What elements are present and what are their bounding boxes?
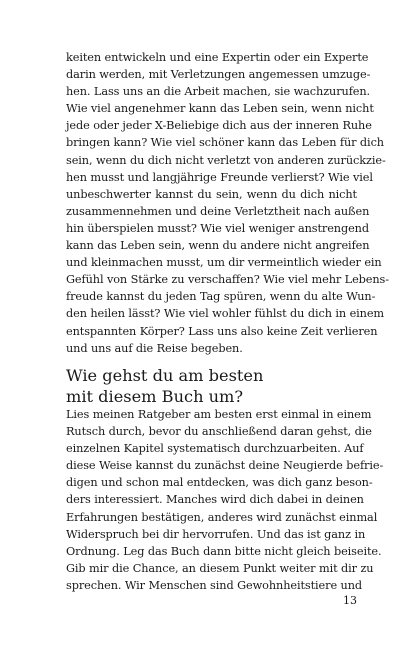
text-line: sein, wenn du dich nicht verletzt von anderen zurückzie- bbox=[66, 153, 386, 167]
heading-line: Wie gehst du am besten bbox=[66, 366, 264, 385]
section-heading bbox=[66, 366, 357, 407]
text-line: zusammennehmen und deine Verletztheit nach außen bbox=[66, 204, 370, 218]
text-line: hin überspielen musst? Wie viel weniger anstrengend bbox=[66, 221, 369, 235]
text-line: diese Weise kannst du zunächst deine Neugierde befrie- bbox=[66, 459, 384, 473]
text-line: keiten entwickeln und eine Expertin oder ein Experte bbox=[66, 51, 369, 64]
text-line: Lies meinen Ratgeber am besten erst einmal in einem bbox=[66, 408, 372, 421]
paragraph-intro bbox=[66, 49, 389, 357]
text-line: bringen kann? Wie viel schöner kann das Leben für dich bbox=[66, 136, 384, 150]
text-line: den heilen lässt? Wie viel wohler fühlst du dich in einem bbox=[66, 307, 385, 321]
text-line: Widerspruch bei dir hervorrufen. Und das ist ganz in bbox=[66, 527, 366, 541]
paragraph-guide bbox=[66, 406, 384, 594]
text-line: darin werden, mit Verletzungen angemessen umzuge- bbox=[66, 68, 371, 82]
text-line: einzelnen Kapitel systematisch durchzuarbeiten. Auf bbox=[66, 442, 364, 456]
text-line: jede oder jeder X-Beliebige dich aus der inneren Ruhe bbox=[66, 119, 372, 133]
text-line: Rutsch durch, bevor du anschließend daran gehst, die bbox=[66, 425, 372, 439]
text-line: digen und schon mal entdecken, was dich ganz beson- bbox=[66, 476, 373, 490]
text-line: hen musst und langjährige Freunde verlierst? Wie viel bbox=[66, 170, 373, 184]
text-line: und uns auf die Reise begeben. bbox=[66, 341, 243, 355]
text-line: Wie viel angenehmer kann das Leben sein, wenn nicht bbox=[66, 102, 374, 116]
text-line: Gib mir die Chance, an diesem Punkt weiter mit dir zu bbox=[66, 561, 374, 575]
heading-line: mit diesem Buch um? bbox=[66, 386, 244, 406]
text-line: unbeschwerter kannst du sein, wenn du dich nicht bbox=[66, 187, 357, 201]
text-line: ders interessiert. Manches wird dich dabei in deinen bbox=[66, 493, 364, 507]
page-number: 13 bbox=[343, 594, 357, 607]
text-line: und kleinmachen musst, um dir vermeintlich wieder ein bbox=[66, 256, 382, 270]
text-line: Gefühl von Stärke zu verschaffen? Wie viel mehr Lebens- bbox=[66, 273, 389, 287]
text-line: Ordnung. Leg das Buch dann bitte nicht gleich beiseite. bbox=[66, 544, 382, 558]
text-line: hen. Lass uns an die Arbeit machen, sie wachzurufen. bbox=[66, 85, 371, 99]
text-line: freude kannst du jeden Tag spüren, wenn du alte Wun- bbox=[66, 290, 376, 304]
text-line: entspannten Körper? Lass uns also keine Zeit verlieren bbox=[66, 324, 378, 338]
text-line: kann das Leben sein, wenn du andere nicht angreifen bbox=[66, 239, 370, 253]
text-line: Erfahrungen bestätigen, anderes wird zunächst einmal bbox=[66, 510, 378, 524]
text-line: sprechen. Wir Menschen sind Gewohnheitstiere und bbox=[66, 578, 363, 592]
